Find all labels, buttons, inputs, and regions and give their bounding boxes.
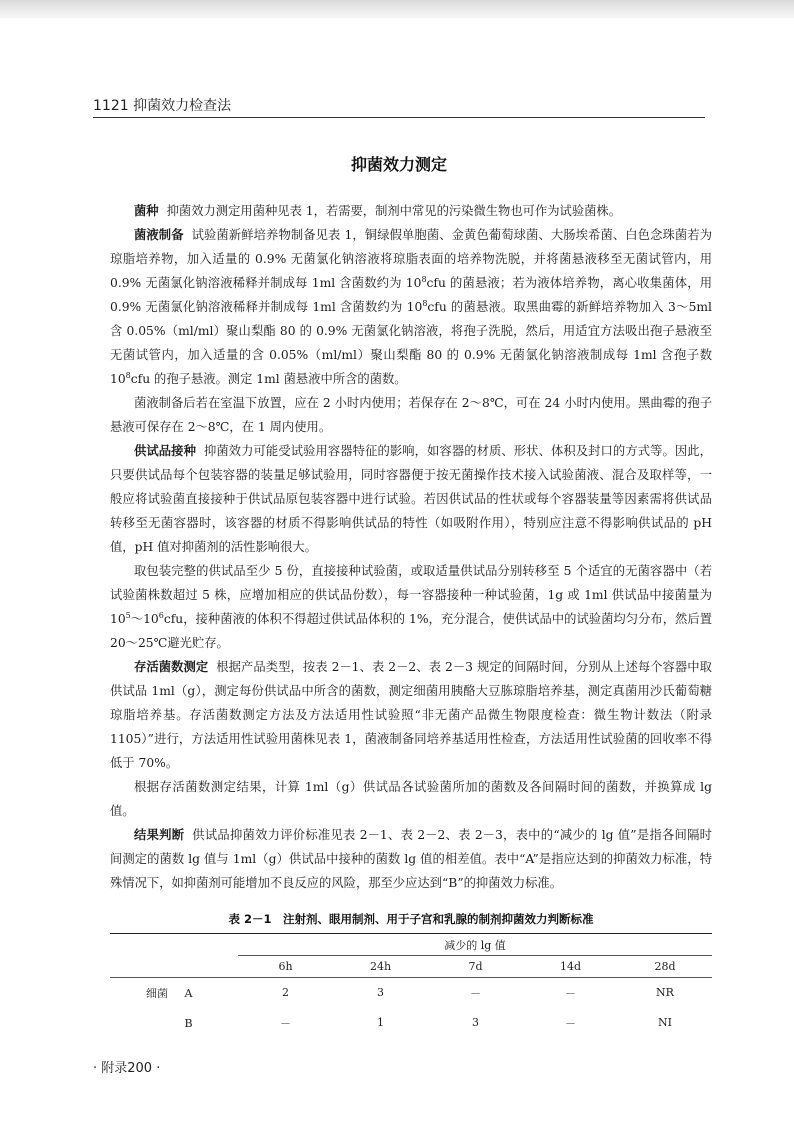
row-label: B [184, 1016, 193, 1030]
table-cell: NI [658, 1016, 672, 1029]
paragraph-lg-calculation: 根据存活菌数测定结果，计算 1ml（g）供试品各试验菌所加的菌数及各间隔时间的菌数，并换算成 lg 值。 [110, 780, 712, 818]
paragraph-keyword: 结果判断 [134, 828, 185, 842]
running-head: 1121 抑菌效力检查法 [93, 98, 232, 114]
page-footer: · 附录200 · [93, 1061, 161, 1076]
group-label: 细菌 [146, 986, 168, 1000]
table-span-header: 减少的 lg 值 [238, 934, 712, 956]
column-header: 6h [238, 956, 333, 978]
table-cell: － [280, 1016, 291, 1030]
paragraph-sample-inoculation: 供试品接种 抑菌效力可能受试验用容器特征的影响，如容器的材质、形状、体积及封口的方式等。因此，只要供试品每个包装容器的装量足够试验用，同时容器便于按无菌操作技术接入试验菌液、混合及取样等，一般应将试验菌直接接种于供试品原包装容器中进行试验。若因供试品的性状或每个容器装量等因素需将供试品转移至无菌容器时，该容器的材质不得影响供试品的特性（如吸附作用），特别应注意不得影响供试品的 pH 值，pH 值对抑菌剂的活性影响很大。 [110, 444, 712, 554]
header-rule [93, 117, 705, 118]
table-cell: NR [656, 986, 674, 1000]
paragraph-keyword: 菌液制备 [134, 228, 184, 242]
paragraph-interpretation: 结果判断 供试品抑菌效力评价标准见表 2－1、表 2－2、表 2－3，表中的“减少的 lg 值”是指各间隔时间测定的菌数 lg 值与 1ml（g）供试品中接种的菌数 lg 值的相差值。表中“A”是指应达到的抑菌效力标准，特殊情况下，如抑菌剂可能增加不良反应的风险，那至少应达到“B”的抑菌效力标准。 [110, 828, 712, 890]
table-cell: － [565, 1016, 576, 1030]
table-cell: 1 [377, 1016, 384, 1029]
paragraph-strains: 菌种 抑菌效力测定用菌种见表 1，若需要，制剂中常见的污染微生物也可作为试验菌株。 [134, 204, 622, 218]
criteria-table [110, 933, 712, 1038]
row-label: A [184, 986, 193, 1000]
paragraph-keyword: 菌种 [134, 204, 159, 218]
scan-edge-shadow [0, 0, 794, 18]
paragraph-inoculation-procedure: 取包装完整的供试品至少 5 份，直接接种试验菌，或取适量供试品分别转移至 5 个适宜的无菌容器中（若试验菌株数超过 5 株，应增加相应的供试品份数），每一容器接种一种试验菌，1g 或 1ml 供试品中接菌量为 $10^5\sim 10^6cfu$，接种菌液的体积不得超过供试品体积的 1%，充分混合，使供试品中的试验菌均匀分布，然后置 20～25℃避光贮存。 [110, 564, 712, 650]
table-cell: 3 [472, 1016, 479, 1029]
table-cell: 3 [377, 986, 384, 1000]
paragraph-storage: 菌液制备后若在室温下放置，应在 2 小时内使用；若保存在 2～8℃，可在 24 小时内使用。黑曲霉的孢子悬液可保存在 2～8℃，在 1 周内使用。 [110, 396, 712, 434]
paragraph-inoculum-prep: 菌液制备 试验菌新鲜培养物制备见表 1，铜绿假单胞菌、金黄色葡萄球菌、大肠埃希菌、白色念珠菌若为琼脂培养物，加入适量的 0.9% 无菌氯化钠溶液将琼脂表面的培养物洗脱，并将菌悬液移至无菌试管内，用 0.9% 无菌氯化钠溶液稀释并制成每 1ml 含菌数约为 $10^8cfu$ 的菌悬液；若为液体培养物，离心收集菌体，用 0.9% 无菌氯化钠溶液稀释并制成每 1ml 含菌数约为 $10^8cfu$ 的菌悬液。取黑曲霉的新鲜培养物加入 3～5ml 含 0.05%（ml/ml）聚山梨酯 80 的 0.9% 无菌氯化钠溶液，将孢子洗脱，然后，用适宜方法吸出孢子悬液至无菌试管内，加入适量的含 0.05%（ml/ml）聚山梨酯 80 的 0.9% 无菌氯化钠溶液制成每 1ml 含孢子数 $10^8cfu$ 的孢子悬液。测定 1ml 菌悬液中所含的菌数。 [110, 228, 712, 386]
table-column-header-row [110, 956, 712, 978]
table-row [110, 1008, 712, 1038]
table-row [110, 978, 712, 1008]
column-header: 28d [618, 956, 712, 978]
table-caption: 表 2－1 注射剂、眼用制剂、用于子宫和乳腺的制剂抑菌效力判断标准 [228, 912, 594, 926]
section-title: 抑菌效力测定 [350, 155, 447, 174]
paragraph-keyword: 供试品接种 [134, 444, 196, 458]
table-cell: 2 [282, 986, 289, 1000]
column-header: 7d [428, 956, 523, 978]
table-header-row [110, 934, 712, 956]
table-cell: － [470, 986, 481, 1000]
paragraph-keyword: 存活菌数测定 [134, 660, 209, 674]
column-header: 24h [333, 956, 428, 978]
table-cell: － [565, 986, 576, 1000]
column-header: 14d [523, 956, 618, 978]
body-text [110, 199, 712, 895]
paragraph-viable-count: 存活菌数测定 根据产品类型，按表 2－1、表 2－2、表 2－3 规定的间隔时间，分别从上述每个容器中取供试品 1ml（g），测定每份供试品中所含的菌数，测定细菌用胰酪大豆胨琼脂培养基，测定真菌用沙氏葡萄糖琼脂培养基。存活菌数测定方法及方法适用性试验照“非无菌产品微生物限度检查：微生物计数法（附录 1105）”进行，方法适用性试验用菌株见表 1，菌液制备同培养基适用性检查，方法适用性试验菌的回收率不得低于 70%。 [110, 660, 712, 770]
